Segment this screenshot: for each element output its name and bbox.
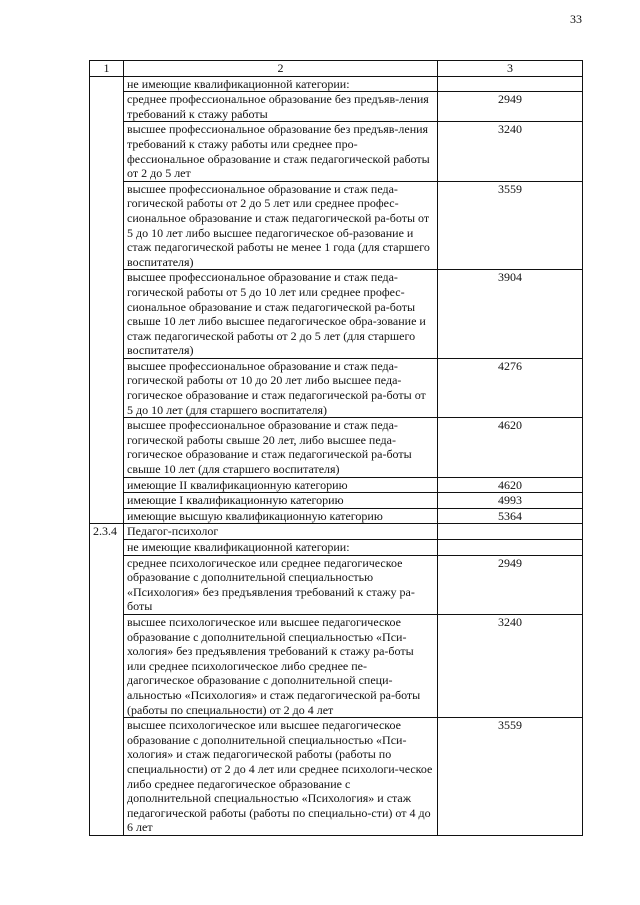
row-value	[438, 540, 583, 556]
table-row	[90, 555, 583, 614]
row-value: 4620	[438, 418, 583, 477]
row-number-cell	[90, 76, 124, 524]
table-row	[90, 524, 583, 540]
row-description: высшее психологическое или высшее педагогическое образование с дополнительной специальностью «Пси-хология» и стаж педагогической работы (работы по специальности) от 2 до 4 лет или среднее психологи-ческое либо среднее педагогическое образование с дополнительной специальностью «Психология» и стаж педагогической работы (работы по специально-сти) от 4 до 6 лет	[124, 718, 438, 836]
row-description: высшее психологическое или высшее педагогическое образование с дополнительной специальностью «Пси-хология» без предъявления требований к стажу ра-боты или среднее психологическое либо среднее пе-дагогическое образование с дополнительной специ-альностью «Психология» и стаж педагогической ра-боты (работы по специальности) от 2 до 4 лет	[124, 614, 438, 717]
row-value: 2949	[438, 555, 583, 614]
table-row	[90, 122, 583, 181]
header-col-2: 2	[124, 61, 438, 77]
row-description: высшее профессиональное образование и стаж педа-гогической работы от 2 до 5 лет или среднее профес-сиональное образование и стаж педагогической ра-боты от 5 до 10 лет либо высшее педагогическое об-разование и стаж педагогической работы не менее 1 года (для старшего воспитателя)	[124, 181, 438, 270]
table-row	[90, 540, 583, 556]
row-description: имеющие II квалификационную категорию	[124, 477, 438, 493]
row-value: 4993	[438, 493, 583, 509]
section-title: Педагог-психолог	[124, 524, 438, 540]
table-row	[90, 358, 583, 417]
row-value: 5364	[438, 508, 583, 524]
row-value: 4276	[438, 358, 583, 417]
row-value: 2949	[438, 92, 583, 122]
table-row	[90, 181, 583, 270]
table-row	[90, 418, 583, 477]
row-value: 3904	[438, 270, 583, 359]
row-number-cell: 2.3.4	[90, 524, 124, 835]
row-description: среднее психологическое или среднее педагогическое образование с дополнительной специальностью «Психология» без предъявления требований к стажу ра-боты	[124, 555, 438, 614]
table-row	[90, 493, 583, 509]
table-row	[90, 76, 583, 92]
row-description: имеющие I квалификационную категорию	[124, 493, 438, 509]
row-value: 3240	[438, 122, 583, 181]
header-col-1: 1	[90, 61, 124, 77]
row-description: среднее профессиональное образование без предъяв-ления требований к стажу работы	[124, 92, 438, 122]
salary-table	[89, 60, 583, 836]
table-row	[90, 508, 583, 524]
row-description: высшее профессиональное образование и стаж педа-гогической работы свыше 20 лет, либо высшее педа-гогическое образование и стаж педагогической ра-боты свыше 10 лет (для старшего воспитателя)	[124, 418, 438, 477]
table-row	[90, 270, 583, 359]
table-header-row	[90, 61, 583, 77]
row-value: 3240	[438, 614, 583, 717]
row-description: не имеющие квалификационной категории:	[124, 76, 438, 92]
row-value: 3559	[438, 181, 583, 270]
row-value: 4620	[438, 477, 583, 493]
page-number: 33	[570, 12, 582, 26]
header-col-3: 3	[438, 61, 583, 77]
row-description: не имеющие квалификационной категории:	[124, 540, 438, 556]
table-row	[90, 92, 583, 122]
table-row	[90, 477, 583, 493]
row-description: имеющие высшую квалификационную категорию	[124, 508, 438, 524]
row-value	[438, 524, 583, 540]
table-row	[90, 718, 583, 836]
row-value	[438, 76, 583, 92]
table-row	[90, 614, 583, 717]
row-description: высшее профессиональное образование и стаж педа-гогической работы от 10 до 20 лет либо высшее педа-гогическое образование и стаж педагогической ра-боты от 5 до 10 лет (для старшего воспитателя)	[124, 358, 438, 417]
row-description: высшее профессиональное образование и стаж педа-гогической работы от 5 до 10 лет или среднее профес-сиональное образование и стаж педагогической ра-боты свыше 10 лет либо высшее педагогическое обра-зование и стаж педагогической работы от 2 до 5 лет (для старшего воспитателя)	[124, 270, 438, 359]
row-description: высшее профессиональное образование без предъяв-ления требований к стажу работы или среднее про-фессиональное образование и стаж педагогической работы от 2 до 5 лет	[124, 122, 438, 181]
row-value: 3559	[438, 718, 583, 836]
